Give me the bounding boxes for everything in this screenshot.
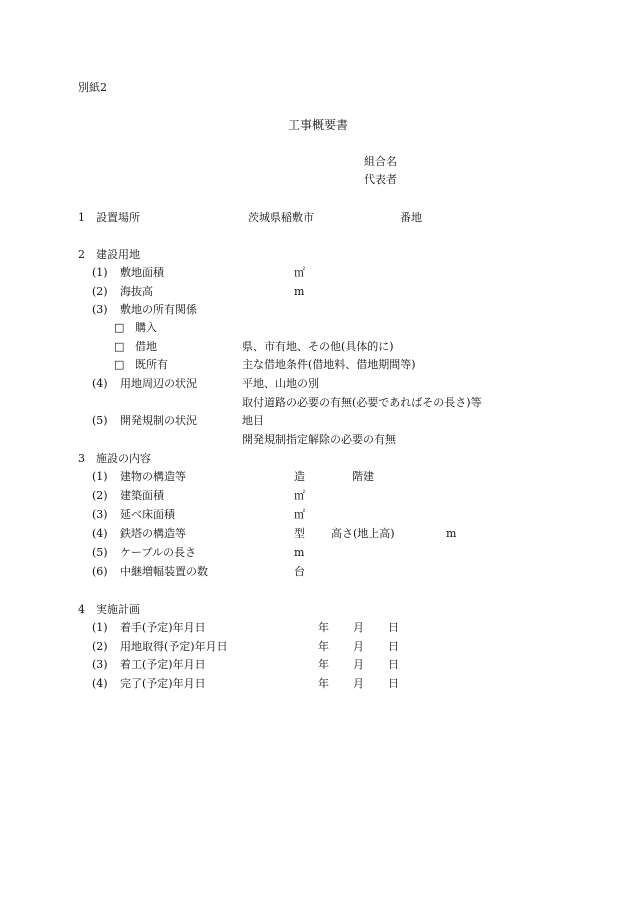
page-title: 工事概要書 [288,118,349,132]
s4-item-3-year: 年 [318,658,329,671]
s4-item-2-label: 用地取得(予定)年月日 [120,640,228,653]
section-3-number: 3 [78,452,85,465]
owned-label: 既所有 [135,358,168,371]
s4-item-2-number: (2) [92,640,108,653]
s4-item-2-month: 月 [353,640,364,653]
s3-item-4-unit-2: 高さ(地上高) [331,527,395,540]
s3-item-2-number: (2) [92,489,108,502]
attachment-label: 別紙2 [78,81,107,94]
s3-item-4-number: (4) [92,527,108,540]
s4-item-4-day: 日 [388,677,399,690]
s3-item-4-label: 鉄塔の構造等 [120,527,186,540]
s4-item-3-label: 着工(予定)年月日 [120,658,206,671]
s2-item-5-note-2: 開発規制指定解除の必要の有無 [242,433,396,446]
s4-item-3-number: (3) [92,658,108,671]
lease-note: 県、市有地、その他(具体的に) [242,340,394,353]
s2-item-4-note-2: 取付道路の必要の有無(必要であればその長さ)等 [242,396,482,409]
s4-item-1-month: 月 [353,621,364,634]
owned-checkbox[interactable]: □ [114,358,125,371]
owned-note: 主な借地条件(借地料、借地期間等) [242,358,416,371]
s3-item-3-number: (3) [92,508,108,521]
purchase-checkbox[interactable]: □ [114,321,125,334]
s4-item-4-number: (4) [92,677,108,690]
section-4-number: 4 [78,603,85,616]
s4-item-4-month: 月 [353,677,364,690]
s2-item-5-number: (5) [92,414,108,427]
s2-item-2-number: (2) [92,285,108,298]
s2-item-1-label: 敷地面積 [120,266,164,279]
s4-item-3-month: 月 [353,658,364,671]
location-prefecture: 茨城県稲敷市 [248,211,314,224]
s2-item-4-number: (4) [92,377,108,390]
s2-item-5-note-1: 地目 [242,414,264,427]
s2-item-3-number: (3) [92,303,108,316]
s4-item-4-label: 完了(予定)年月日 [120,677,206,690]
s4-item-4-year: 年 [318,677,329,690]
s4-item-1-label: 着手(予定)年月日 [120,621,206,634]
s3-item-3-label: 延べ床面積 [120,508,175,521]
s2-item-5-label: 開発規制の状況 [120,414,197,427]
s4-item-1-day: 日 [388,621,399,634]
s2-item-2-label: 海抜高 [120,285,153,298]
s4-item-1-number: (1) [92,621,108,634]
representative-label: 代表者 [364,173,397,186]
s2-item-2-unit: m [294,285,305,298]
lease-label: 借地 [135,340,157,353]
s3-item-6-number: (6) [92,565,108,578]
lease-checkbox[interactable]: □ [114,340,125,353]
s2-item-3-label: 敷地の所有関係 [120,303,197,316]
s3-item-1-label: 建物の構造等 [120,470,186,483]
s3-item-5-number: (5) [92,546,108,559]
section-3-label: 施設の内容 [96,452,151,465]
s2-item-1-number: (1) [92,266,108,279]
s3-item-1-unit-2: 階建 [352,470,374,483]
s3-item-2-unit: ㎡ [294,489,305,502]
section-1-label: 設置場所 [96,211,140,224]
s2-item-4-label: 用地周辺の状況 [120,377,197,390]
s4-item-3-day: 日 [388,658,399,671]
section-4-label: 実施計画 [96,603,140,616]
s4-item-1-year: 年 [318,621,329,634]
s2-item-1-unit: ㎡ [294,266,305,279]
s2-item-4-note-1: 平地、山地の別 [242,377,319,390]
s3-item-4-unit-1: 型 [294,527,305,540]
s4-item-2-year: 年 [318,640,329,653]
section-2-label: 建設用地 [96,248,140,261]
section-1-number: 1 [78,211,85,224]
section-2-number: 2 [78,248,85,261]
s3-item-6-unit: 台 [294,565,305,578]
s4-item-2-day: 日 [388,640,399,653]
location-banchi: 番地 [400,211,422,224]
s3-item-5-label: ケーブルの長さ [120,546,197,559]
s3-item-5-unit: m [294,546,305,559]
s3-item-3-unit: ㎡ [294,508,305,521]
s3-item-1-unit-1: 造 [294,470,305,483]
s3-item-1-number: (1) [92,470,108,483]
s3-item-2-label: 建築面積 [120,489,164,502]
s3-item-4-unit-3: m [446,527,457,540]
purchase-label: 購入 [135,321,157,334]
s3-item-6-label: 中継増幅装置の数 [120,565,208,578]
union-name-label: 組合名 [364,155,397,168]
